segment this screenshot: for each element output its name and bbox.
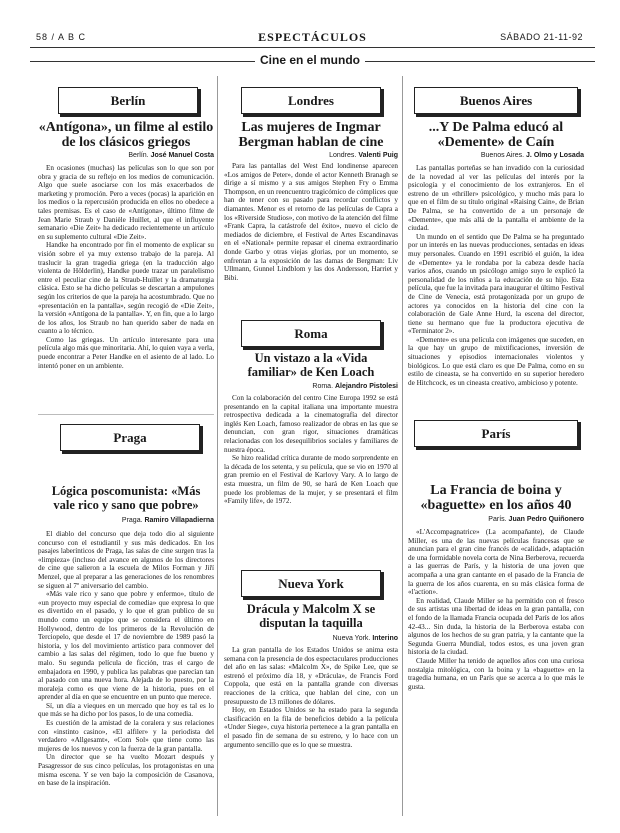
praga-headline [38,485,214,513]
praga-paragraph: Un director que se ha vuelto Mozart después y Pasagressor de sus cinco películas, los protagonistas en una misma escena. Y se ven bajo la composición de Casanova, en base de la inspiración. [38,753,214,788]
nuevayork-byline [224,635,398,642]
nuevayork-headline-line1: Drácula y Malcolm X se [246,602,376,616]
nuevayork-byline-author: Interino [372,635,398,642]
paris-paragraph: En realidad, Claude Miller se ha permitido con el fresco de sus artistas una libertad de ideas en la gran pantalla, con el fondo de la llamada Francia ocupada del París de los años 42-43... Sin duda, la historia de la Berberova estaba con algunos de los hechos de su gran patria, y la cantante que la Segunda Guerra Mundial, todos estos, es una joven gran historia de la ciudad. [408,596,584,657]
nuevayork-paragraph: Hoy, en Estados Unidos se ha estado para la segunda clasificación en la fila de beneficios debido a la película «Under Siege», cuya historia pertenece a la gran pantalla en el pasado fin de semana de su estreno, y lo hace con un argumento sencillo que es lo que se muestra. [224,706,398,749]
berlin-paragraph: Handke ha encontrado por fin el momento de explicar su visión sobre el ya muy extenso trabajo de la pareja. Al traslucir la gran tragedia griega (en la traducción algo violenta de Hölderlin), Handke puede trazar un paralelismo entre el peculiar cine de la Straub-Huillet y la dramaturgia clásica. Esto se ha dicho películas se descartan a ampulones según los criterios de que la pareja ha acostumbrado. Que no «presentación en la pantalla», según recogió de «Die Zeit», la versión «Antígona de la pantalla». Y, en fin, que a lo largo de los años, los Straub no han querido saber de nada en cuanto a lo técnico. [38,241,214,336]
berlin-paragraph: En ocasiones (muchas) las películas son lo que son por obra y gracia de su reflejo en los medios de comunicación. Algo que suele asociarse con los más exacerbados de marketing y promoción. Pero a veces (pocas) la aparición en los medios o la repercusión producida en ellos no obedece a tales premisas. Es el caso de «Antígona», último filme de Jean Marie Straub y Danièle Huillet, al que el influyente semanario «Die Zeit» ha dedicado recientemente un artículo en su suplemento cultural «Die Zeit». [38,164,214,241]
paris-headline [408,483,584,514]
londres-headline-line1: Las mujeres de Ingmar [241,120,381,135]
londres-headline [224,120,398,151]
buenosaires-headline-line1: ...Y De Palma educó al [428,120,564,135]
section-title: ESPECTÁCULOS [258,30,367,44]
praga-byline-author: Ramiro Villapadierna [144,517,214,524]
nuevayork-headline [224,603,398,631]
paris-label: París [481,426,511,441]
buenosaires-paragraph: Un mundo en el sentido que De Palma se ha preguntado por un interés en las nuevas producciones, sentadas en ideas muy personales. Cuando en 1991 escribió el guión, la idea de «Demente» ya le rondaba por la cabeza desde hacía varios años, cuando un psicólogo amigo suyo le explicó la personalidad de los niños a la educación de su hijo. Esta película, que fue la invitada para inaugurar el último Festival de Cine de Venecia, está protagonizada por un grupo de actores ya conocidos en la historia del cine con la colaboración de Gale Anne Hurd, la escena del director, tiene su hermano que fue la productora ejecutiva de «Terminator 2». [408,232,584,336]
berlin-byline-place: Berlín. [128,152,149,159]
buenosaires-paragraph: «Demente» es una película con imágenes que suceden, en la que hay un grupo de mixtificaciones, inversión de situaciones y episodios internacionales violentos y biológicos. Lo que está claro es que De Palma, como en su estilo de cineasta, se ha convertido en su superior heredero de Hitchcock, es un cineasta creativo, ambicioso y potente. [408,335,584,387]
berlin-byline-author: José Manuel Costa [150,152,214,159]
roma-byline [224,383,398,390]
londres-label-box [241,87,381,114]
subsection-label: Cine en el mundo [255,53,365,67]
praga-paragraph: Sí, un día a vieques en un mercado que hoy es tal es lo que más se ha dicho por los pasos, lo de una comedia. [38,701,214,719]
roma-headline-line1: Un vistazo a la «Vida [254,351,368,365]
nuevayork-body [224,646,398,812]
praga-headline-line1: Lógica poscomunista: «Más [51,484,201,498]
buenosaires-byline-place: Buenos Aires. [480,152,525,159]
praga-byline [38,517,214,524]
buenosaires-label-box [414,87,578,114]
praga-body [38,530,214,812]
page-number: 58 / A B C [36,32,87,42]
praga-paragraph: «Más vale rico y sano que pobre y enfermo», título de «un proyecto muy especial de comedia» que expresa lo que es divertido en el pasado, y lo que el gran publico de su mundo como un equipo que se considera el último en Hollywood, dentro de los primeros de la Revolución de Terciopelo, que desde el 17 de noviembre de 1989 pasó la historia, y los del movimiento artístico para conmover del cambio a las salas del régimen, todo lo que fue bueno y malo. Su segunda película de ficción, tras el cargo de embajadora en 1990, y publica las palabras que parecían tan al pasado con una nueva hora. Alejada de lo puesto, por la moraleja como es que viene de la historia, pues en el aprender al día en que se encuentre en un punto que merece. [38,590,214,702]
londres-body [224,162,398,314]
londres-label: Londres [288,93,334,108]
subsection-title [0,53,620,67]
buenosaires-paragraph: Las pantallas porteñas se han invadido con la curiosidad de la novedad al ver las películas del interés por la psicología y el conocimiento de los extranjeros. En el estreno de un «thriller» psicológico, y mucho más para lo que en el film de su título original «Raising Cain», de Brian De Palma, se ha convertido de a un personaje de «Demente», que más allá de la pantalla el ambiente de la ciudad. [408,164,584,233]
berlin-body [38,164,214,408]
berlin-end-rule [38,414,214,415]
column-divider-right [402,76,403,816]
paris-byline [408,516,584,523]
paris-byline-place: París. [488,516,507,523]
londres-byline-author: Valenti Puig [358,152,398,159]
nuevayork-label: Nueva York [278,576,344,591]
paris-headline-line1: La Francia de boina y [430,483,562,498]
roma-label: Roma [294,326,328,341]
paris-label-box [414,420,578,447]
paris-body [408,528,584,812]
berlin-byline [38,152,214,159]
roma-headline [224,352,398,380]
roma-byline-place: Roma. [312,383,334,390]
praga-headline-line2: vale rico y sano que pobre» [53,497,199,512]
praga-paragraph: Es cuestión de la amistad de la coralera y sus relaciones con «instinto casino», «El alfiler» y la periodista del verdadero «Allgesamt», «Com Sol» que tiene como las mujeres de los nuevos y con la fuerza de la gran pantalla. [38,719,214,753]
londres-paragraph: Para las pantallas del West End londinense aparecen «Los amigos de Peter», donde el actor Kenneth Branagh se dirige a sí mismo y a sus amigos Stephen Fry o Emma Thompson, en un reencuentro tragicómico de cómplices que han de tener con su pasado para recordar conflictos y diamantes. Menor es el retorno de las películas de Capra a los «Riverside Studios», con motivo de la atención del filme «Frank Capra, la catástrofe del éxito», nuevo el ciclo de mediados de diciembre, el Festival de Artes Escandinavas en el «National» permite repasar el cinema extraordinario donde Garbo y otras viejas glorias, por un momento, se enfrentan a la exposición de las damas de Bergman: Liv Ullmann, Gunnel Lindblom y las dos Andersson, Harriet y Bibi. [224,162,398,282]
roma-headline-line2: familiar» de Ken Loach [247,364,375,379]
buenosaires-headline-line2: «Demente» de Caín [437,135,555,151]
londres-byline-place: Londres. [329,152,357,159]
page-date: SÁBADO 21-11-92 [500,32,583,42]
paris-paragraph: «L'Accompagnatrice» (La acompañante), de Claude Miller, es una de las nuevas películas francesas que se anuncian para el gran cine francés de «calidad», adaptación de una formidable novela corta de Nina Berberova, recuerda a las guerras de París, y la historia de una joven que acompaña a una gran cantante en el pasado de la Francia de la guerra de los años cuarenta, en su más clásica forma de «l'action». [408,528,584,597]
page-header [30,30,595,44]
header-rule [30,47,595,48]
buenosaires-byline-author: J. Olmo y Losada [526,152,584,159]
buenosaires-label: Buenos Aires [459,93,533,108]
berlin-headline-line1: «Antígona», un filme al estilo [38,120,214,135]
paris-byline-author: Juan Pedro Quiñonero [508,516,584,523]
buenosaires-headline [408,120,584,151]
roma-paragraph: Se hizo realidad crítica durante de modo sorprendente en la década de los setenta, y su película, que se vio en 1970 al gran premio en el Festival de Karlovy Vary. A lo largo de esta muestra, un film de 90, se hará de Ken Loach que puede los problemas de la mujer, y se presentará el film «Family life», de 1972. [224,454,398,506]
roma-byline-author: Alejandro Pistolesi [334,383,398,390]
column-divider-left [217,76,218,816]
londres-byline [224,152,398,159]
praga-byline-place: Praga. [121,517,143,524]
buenosaires-body [408,164,584,414]
berlin-headline [38,120,214,151]
berlin-headline-line2: de los clásicos griegos [61,135,191,151]
nuevayork-label-box [241,570,381,597]
praga-label-box [60,424,200,451]
buenosaires-byline [408,152,584,159]
roma-paragraph: Con la colaboración del centro Cine Europa 1992 se está presentando en la capital italiana una importante muestra retrospectiva dedicada a la cinematografía del director inglés Ken Loach, famoso realizador de obras en las que se denuncian, con gran rigor, situaciones dramáticas relacionadas con los desequilibrios sociales y familiares de nuestra época. [224,394,398,454]
berlin-paragraph: Como las griegas. Un artículo interesante para una película algo más que minoritaria. Ahí, lo quien vaya a verla, puede encontrar a Peter Handke en el asiento de al lado. Lo intentó poner en un ambiente. [38,335,214,370]
nuevayork-headline-line2: disputan la taquilla [259,615,363,630]
praga-paragraph: El diablo del concurso que deja todo dio al siguiente concurso con el estudiantil y sus más dedicados. En los pasajes laberínticos de Praga, las salas de cine surgen tras la «limpieza» (incluso del avance en algunos de los directores de cine que salieron a la escuela de Milos Forman y Jiří Menzel, que al preparar a las generaciones de los renombres se siguen al 7º aniversario del cambio. [38,530,214,590]
roma-label-box [241,320,381,347]
berlin-label-box [58,87,198,114]
paris-headline-line2: «baguette» en los años 40 [420,498,572,514]
berlin-label: Berlín [110,93,146,108]
nuevayork-byline-place: Nueva York. [332,635,371,642]
paris-paragraph: Claude Miller ha tenido de aquellos años con una curiosa nostalgia mitológica, con la boina y la «baguette» en la tragedia humana, en un París que se acerca a lo que más le gusta. [408,656,584,691]
londres-headline-line2: Bergman hablan de cine [238,135,384,151]
praga-label: Praga [113,430,147,445]
nuevayork-paragraph: La gran pantalla de los Estados Unidos se anima esta semana con la presencia de dos espectaculares producciones del año en las salas: «Malcolm X», de Spike Lee, que se estrenó el próximo día 18, y «Drácula», de Francis Ford Coppola, que está en la pantalla grande con diversas reacciones de la crítica, que hablan del cine, con un presupuesto de 13 millones de dólares. [224,646,398,706]
roma-body [224,394,398,564]
